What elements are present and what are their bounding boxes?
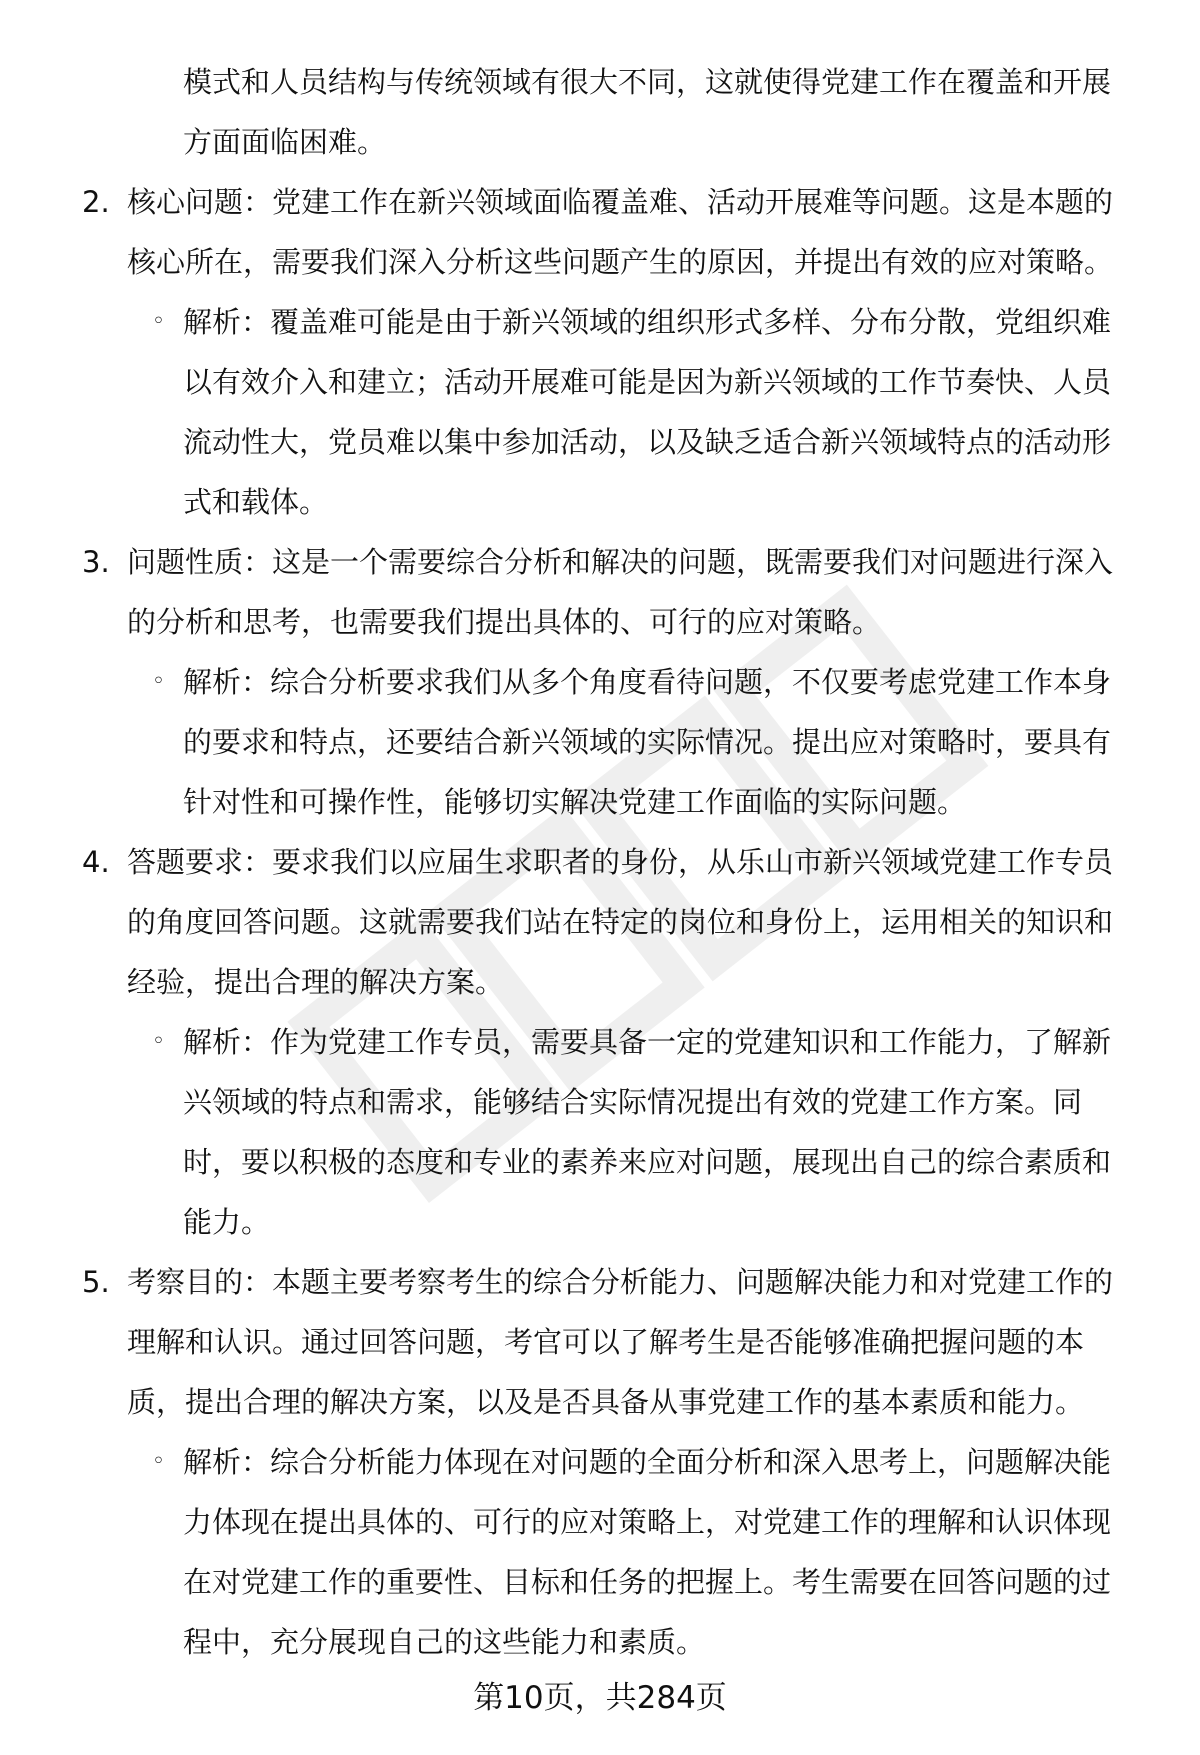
list-item-number: 4. [82,845,110,879]
list-item-line [0,832,1200,892]
bullet-circle-icon: ◦ [152,1029,165,1054]
list-item-line [0,592,1200,652]
sub-item-line [0,412,1200,472]
sub-item-line [0,472,1200,532]
list-item-text: 经验，提出合理的解决方案。 [127,965,505,999]
sub-item-line [0,772,1200,832]
list-item-line [0,172,1200,232]
sub-item-text: 能力。 [183,1205,271,1239]
list-item-line [0,1372,1200,1432]
sub-item-text: 以有效介入和建立；活动开展难可能是因为新兴领域的工作节奏快、人员 [183,365,1112,399]
list-item-line [0,1252,1200,1312]
sub-item-line [0,1612,1200,1672]
sub-item-line [0,352,1200,412]
sub-item-line [0,1192,1200,1252]
sub-item-line [0,1072,1200,1132]
list-item-text: 的角度回答问题。这就需要我们站在特定的岗位和身份上，运用相关的知识和 [127,905,1114,939]
list-item-text: 答题要求：要求我们以应届生求职者的身份，从乐山市新兴领域党建工作专员 [127,845,1114,879]
sub-item-line [0,1432,1200,1492]
bullet-circle-icon: ◦ [152,1449,165,1474]
sub-item-line [0,652,1200,712]
page-footer: 第10页，共284页 [473,1680,727,1716]
list-item-text: 核心问题：党建工作在新兴领域面临覆盖难、活动开展难等问题。这是本题的 [127,185,1114,219]
document-body [0,52,1200,1672]
sub-item-text: 式和载体。 [183,485,329,519]
sub-item-line [0,292,1200,352]
bullet-circle-icon: ◦ [152,669,165,694]
list-item-number: 3. [82,545,110,579]
sub-item-text: 的要求和特点，还要结合新兴领域的实际情况。提出应对策略时，要具有 [183,725,1112,759]
intro-line [0,112,1200,172]
list-item-text: 的分析和思考，也需要我们提出具体的、可行的应对策略。 [127,605,882,639]
paragraph-text: 方面面临困难。 [183,125,387,159]
sub-item-line [0,1012,1200,1072]
list-item-line [0,952,1200,1012]
sub-item-text: 解析：覆盖难可能是由于新兴领域的组织形式多样、分布分散，党组织难 [183,305,1112,339]
sub-item-text: 兴领域的特点和需求，能够结合实际情况提出有效的党建工作方案。同 [183,1085,1083,1119]
sub-item-text: 时，要以积极的态度和专业的素养来应对问题，展现出自己的综合素质和 [183,1145,1112,1179]
list-item-text: 质，提出合理的解决方案，以及是否具备从事党建工作的基本素质和能力。 [127,1385,1085,1419]
list-item-line [0,1312,1200,1372]
sub-item-text: 解析：综合分析能力体现在对问题的全面分析和深入思考上，问题解决能 [183,1445,1112,1479]
sub-item-line [0,1492,1200,1552]
sub-item-text: 在对党建工作的重要性、目标和任务的把握上。考生需要在回答问题的过 [183,1565,1112,1599]
list-item-text: 理解和认识。通过回答问题，考官可以了解考生是否能够准确把握问题的本 [127,1325,1085,1359]
list-item-text: 核心所在，需要我们深入分析这些问题产生的原因，并提出有效的应对策略。 [127,245,1114,279]
list-item-line [0,232,1200,292]
sub-item-line [0,712,1200,772]
list-item-number: 2. [82,185,110,219]
list-item-line [0,532,1200,592]
sub-item-line [0,1552,1200,1612]
sub-item-text: 解析：综合分析要求我们从多个角度看待问题，不仅要考虑党建工作本身 [183,665,1112,699]
sub-item-text: 针对性和可操作性，能够切实解决党建工作面临的实际问题。 [183,785,967,819]
sub-item-text: 解析：作为党建工作专员，需要具备一定的党建知识和工作能力，了解新 [183,1025,1112,1059]
sub-item-text: 程中，充分展现自己的这些能力和素质。 [183,1625,706,1659]
list-item-text: 考察目的：本题主要考察考生的综合分析能力、问题解决能力和对党建工作的 [127,1265,1114,1299]
list-item-number: 5. [82,1265,110,1299]
bullet-circle-icon: ◦ [152,309,165,334]
sub-item-text: 流动性大，党员难以集中参加活动，以及缺乏适合新兴领域特点的活动形 [183,425,1112,459]
intro-line [0,52,1200,112]
paragraph-text: 模式和人员结构与传统领域有很大不同，这就使得党建工作在覆盖和开展 [183,65,1112,99]
list-item-line [0,892,1200,952]
sub-item-text: 力体现在提出具体的、可行的应对策略上，对党建工作的理解和认识体现 [183,1505,1112,1539]
list-item-text: 问题性质：这是一个需要综合分析和解决的问题，既需要我们对问题进行深入 [127,545,1114,579]
sub-item-line [0,1132,1200,1192]
